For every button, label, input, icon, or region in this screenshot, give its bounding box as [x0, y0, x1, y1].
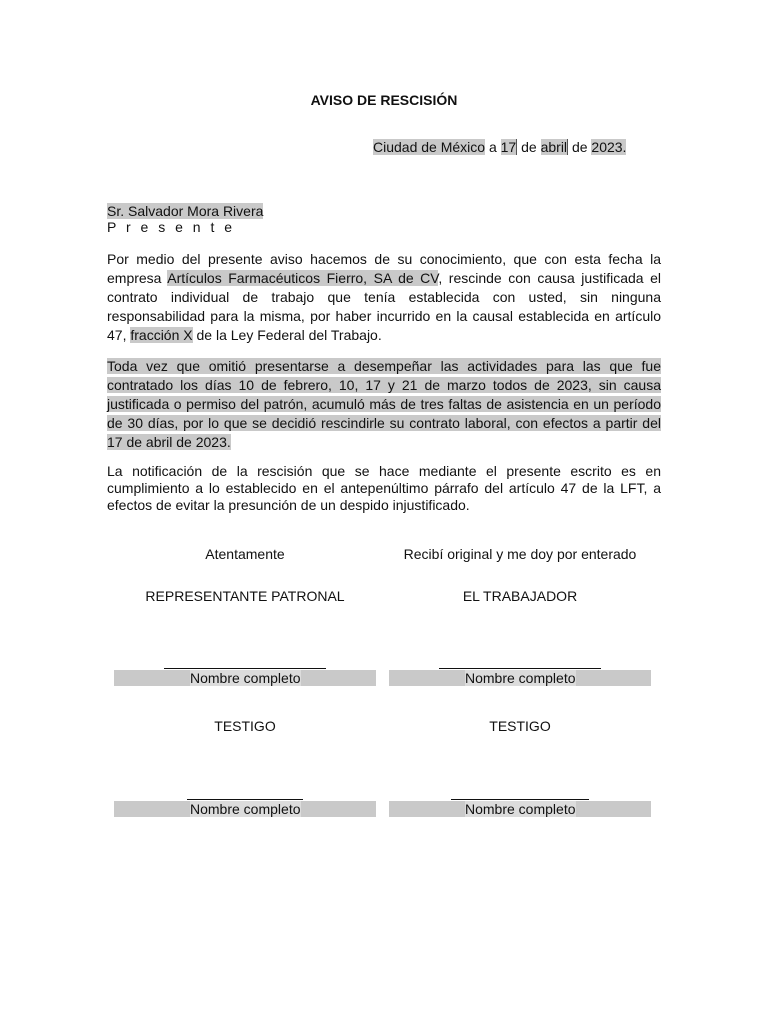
name-label-worker: Nombre completo — [465, 670, 576, 686]
sign-left-role: REPRESENTANTE PATRONAL — [145, 588, 345, 604]
name-label-witness-left: Nombre completo — [190, 801, 301, 817]
signature-line-employer — [164, 668, 326, 669]
paragraph-notice — [107, 250, 661, 345]
witness-left-label: TESTIGO — [214, 718, 276, 734]
date-de1: de — [521, 139, 537, 155]
company-name: Artículos Farmacéuticos Fierro, SA de CV — [167, 270, 439, 286]
date-line — [373, 138, 626, 156]
name-field-employer — [114, 670, 376, 686]
addressee-name: Sr. Salvador Mora Rivera — [107, 203, 264, 219]
name-field-worker — [389, 670, 651, 686]
document-title: AVISO DE RESCISIÓN — [310, 92, 458, 108]
signature-line-worker — [439, 668, 601, 669]
date-a: a — [488, 139, 497, 155]
sign-right-role: EL TRABAJADOR — [462, 588, 578, 604]
name-label-employer: Nombre completo — [190, 670, 301, 686]
date-day: 17 — [500, 139, 517, 155]
date-de2: de — [571, 139, 588, 155]
paragraph-notice-end: de la Ley Federal del Trabajo. — [192, 327, 382, 343]
name-field-witness-right — [389, 801, 651, 817]
date-year: 2023. — [591, 139, 627, 155]
sign-left-header: Atentamente — [205, 546, 285, 562]
name-field-witness-left — [114, 801, 376, 817]
paragraph-notice-middle: , rescinde con causa justificada el contrato individual de trabajo que tenía establecida con usted, sin ninguna responsabilidad para la misma, por haber incurrido en la causal establecida en artículo 47, — [107, 270, 661, 343]
paragraph-reasons — [107, 357, 661, 452]
name-label-witness-right: Nombre completo — [465, 801, 576, 817]
fraccion-reference: fracción X — [130, 327, 193, 343]
sign-right-header: Recibí original y me doy por enterado — [403, 546, 637, 562]
paragraph-notice-intro: Por medio del presente aviso hacemos de su conocimiento, que con esta fecha la empresa — [107, 251, 661, 286]
paragraph-reasons-text: Toda vez que omitió presentarse a desempeñar las actividades para las que fue contratado los días 10 de febrero, 10, 17 y 21 de marzo todos de 2023, sin causa justificada o permiso del patrón, acumuló más de tres faltas de asistencia en un período de 30 días, por lo que se decidió rescindirle su contrato laboral, con efectos a partir del 17 de abril de 2023. — [107, 358, 661, 450]
signature-line-witness-right — [451, 799, 589, 800]
addressee-presente: P r e s e n t e — [107, 219, 236, 235]
witness-right-label: TESTIGO — [489, 718, 551, 734]
signature-line-witness-left — [187, 799, 303, 800]
addressee-block — [107, 203, 667, 235]
date-city: Ciudad de México — [373, 139, 486, 155]
date-month: abril — [540, 139, 568, 155]
paragraph-legal-basis: La notificación de la rescisión que se hace mediante el presente escrito es en cumplimiento a lo establecido en el antepenúltimo párrafo del artículo 47 de la LFT, a efectos de evitar la presunción de un despido injustificado. — [107, 463, 661, 513]
